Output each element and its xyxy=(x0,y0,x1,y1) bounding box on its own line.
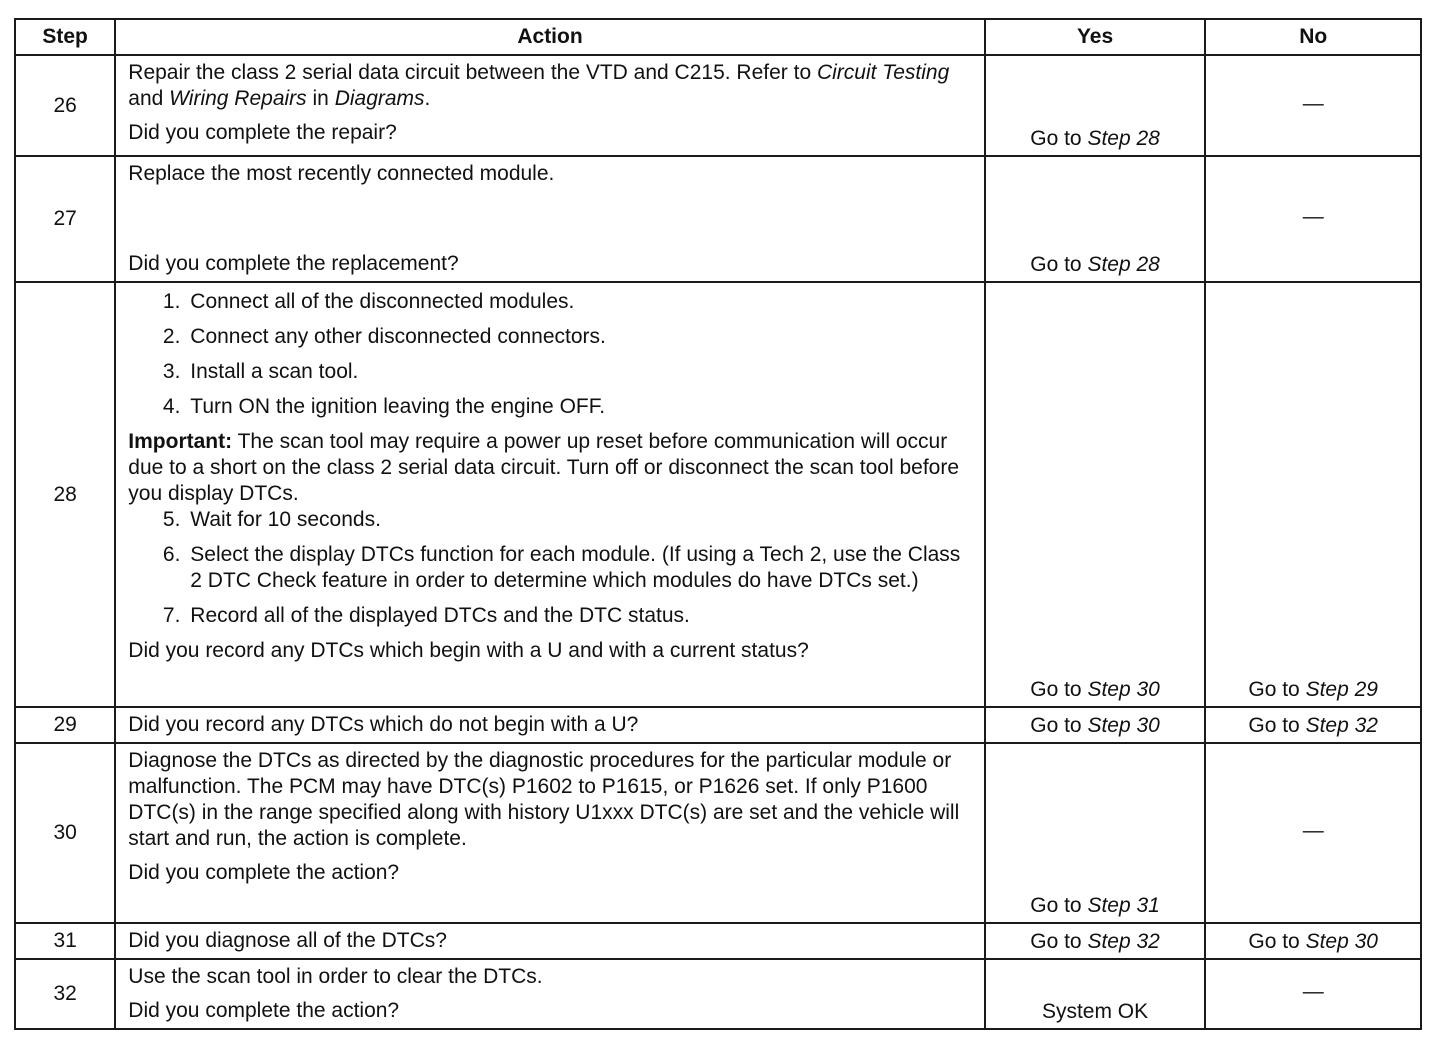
header-yes: Yes xyxy=(985,19,1206,55)
action-cell xyxy=(115,55,984,156)
diagnostic-table xyxy=(14,18,1422,1030)
action-text: Replace the most recently connected module. xyxy=(128,162,555,185)
yes-cell: Go to Step 30 xyxy=(985,282,1206,707)
list-item: 7. Record all of the displayed DTCs and the DTC status. xyxy=(186,603,973,629)
yes-cell: Go to Step 28 xyxy=(985,156,1206,282)
header-row xyxy=(15,19,1421,55)
action-question: Did you diagnose all of the DTCs? xyxy=(128,929,447,952)
step-number: 31 xyxy=(15,923,115,959)
list-item: 3. Install a scan tool. xyxy=(186,359,973,385)
no-cell: — xyxy=(1205,743,1421,923)
no-cell: Go to Step 29 xyxy=(1205,282,1421,707)
action-cell xyxy=(115,923,984,959)
action-text: Use the scan tool in order to clear the DTCs. xyxy=(128,965,543,988)
list-item: 6. Select the display DTCs function for each module. (If using a Tech 2, use the Class 2 DTC Check feature in order to determine which modules do have DTCs set.) xyxy=(186,542,973,594)
table-row xyxy=(15,55,1421,156)
action-cell xyxy=(115,282,984,707)
no-cell: — xyxy=(1205,959,1421,1029)
no-cell: — xyxy=(1205,156,1421,282)
procedure-list xyxy=(128,507,973,629)
yes-cell: Go to Step 32 xyxy=(985,923,1206,959)
list-item: 5. Wait for 10 seconds. xyxy=(186,507,973,533)
header-step: Step xyxy=(15,19,115,55)
yes-cell: Go to Step 31 xyxy=(985,743,1206,923)
action-question: Did you complete the repair? xyxy=(128,121,397,144)
list-item: 2. Connect any other disconnected connectors. xyxy=(186,324,973,350)
no-cell: Go to Step 32 xyxy=(1205,707,1421,743)
step-number: 30 xyxy=(15,743,115,923)
table-row xyxy=(15,282,1421,707)
important-note: Important: The scan tool may require a power up reset before communication will occur due to a short on the class 2 serial data circuit. Turn off or disconnect the scan tool before you display DTCs. xyxy=(128,430,960,505)
procedure-list xyxy=(128,289,973,420)
table-row xyxy=(15,156,1421,282)
action-question: Did you complete the action? xyxy=(128,861,400,884)
action-cell xyxy=(115,156,984,282)
table-row xyxy=(15,707,1421,743)
yes-cell: Go to Step 30 xyxy=(985,707,1206,743)
header-no: No xyxy=(1205,19,1421,55)
step-number: 29 xyxy=(15,707,115,743)
action-question: Did you record any DTCs which begin with a U and with a current status? xyxy=(128,639,809,662)
step-number: 28 xyxy=(15,282,115,707)
table-row xyxy=(15,743,1421,923)
list-item: 4. Turn ON the ignition leaving the engine OFF. xyxy=(186,394,973,420)
header-action: Action xyxy=(115,19,984,55)
action-cell xyxy=(115,959,984,1029)
action-question: Did you complete the action? xyxy=(128,999,400,1022)
no-cell: Go to Step 30 xyxy=(1205,923,1421,959)
list-item: 1. Connect all of the disconnected modules. xyxy=(186,289,973,315)
action-question: Did you complete the replacement? xyxy=(128,252,459,275)
action-text: Diagnose the DTCs as directed by the diagnostic procedures for the particular module or malfunction. The PCM may have DTC(s) P1602 to P1615, or P1626 set. If only P1600 DTC(s) in the range specified along with history U1xxx DTC(s) are set and the vehicle will start and run, the action is complete. xyxy=(128,749,960,850)
table-row xyxy=(15,923,1421,959)
step-number: 27 xyxy=(15,156,115,282)
action-cell xyxy=(115,707,984,743)
action-text: Repair the class 2 serial data circuit between the VTD and C215. Refer to Circuit Testing and Wiring Repairs in Diagrams. xyxy=(128,61,950,110)
action-question: Did you record any DTCs which do not begin with a U? xyxy=(128,713,639,736)
no-cell: — xyxy=(1205,55,1421,156)
action-cell xyxy=(115,743,984,923)
yes-cell: System OK xyxy=(985,959,1206,1029)
yes-cell: Go to Step 28 xyxy=(985,55,1206,156)
step-number: 26 xyxy=(15,55,115,156)
step-number: 32 xyxy=(15,959,115,1029)
table-row xyxy=(15,959,1421,1029)
